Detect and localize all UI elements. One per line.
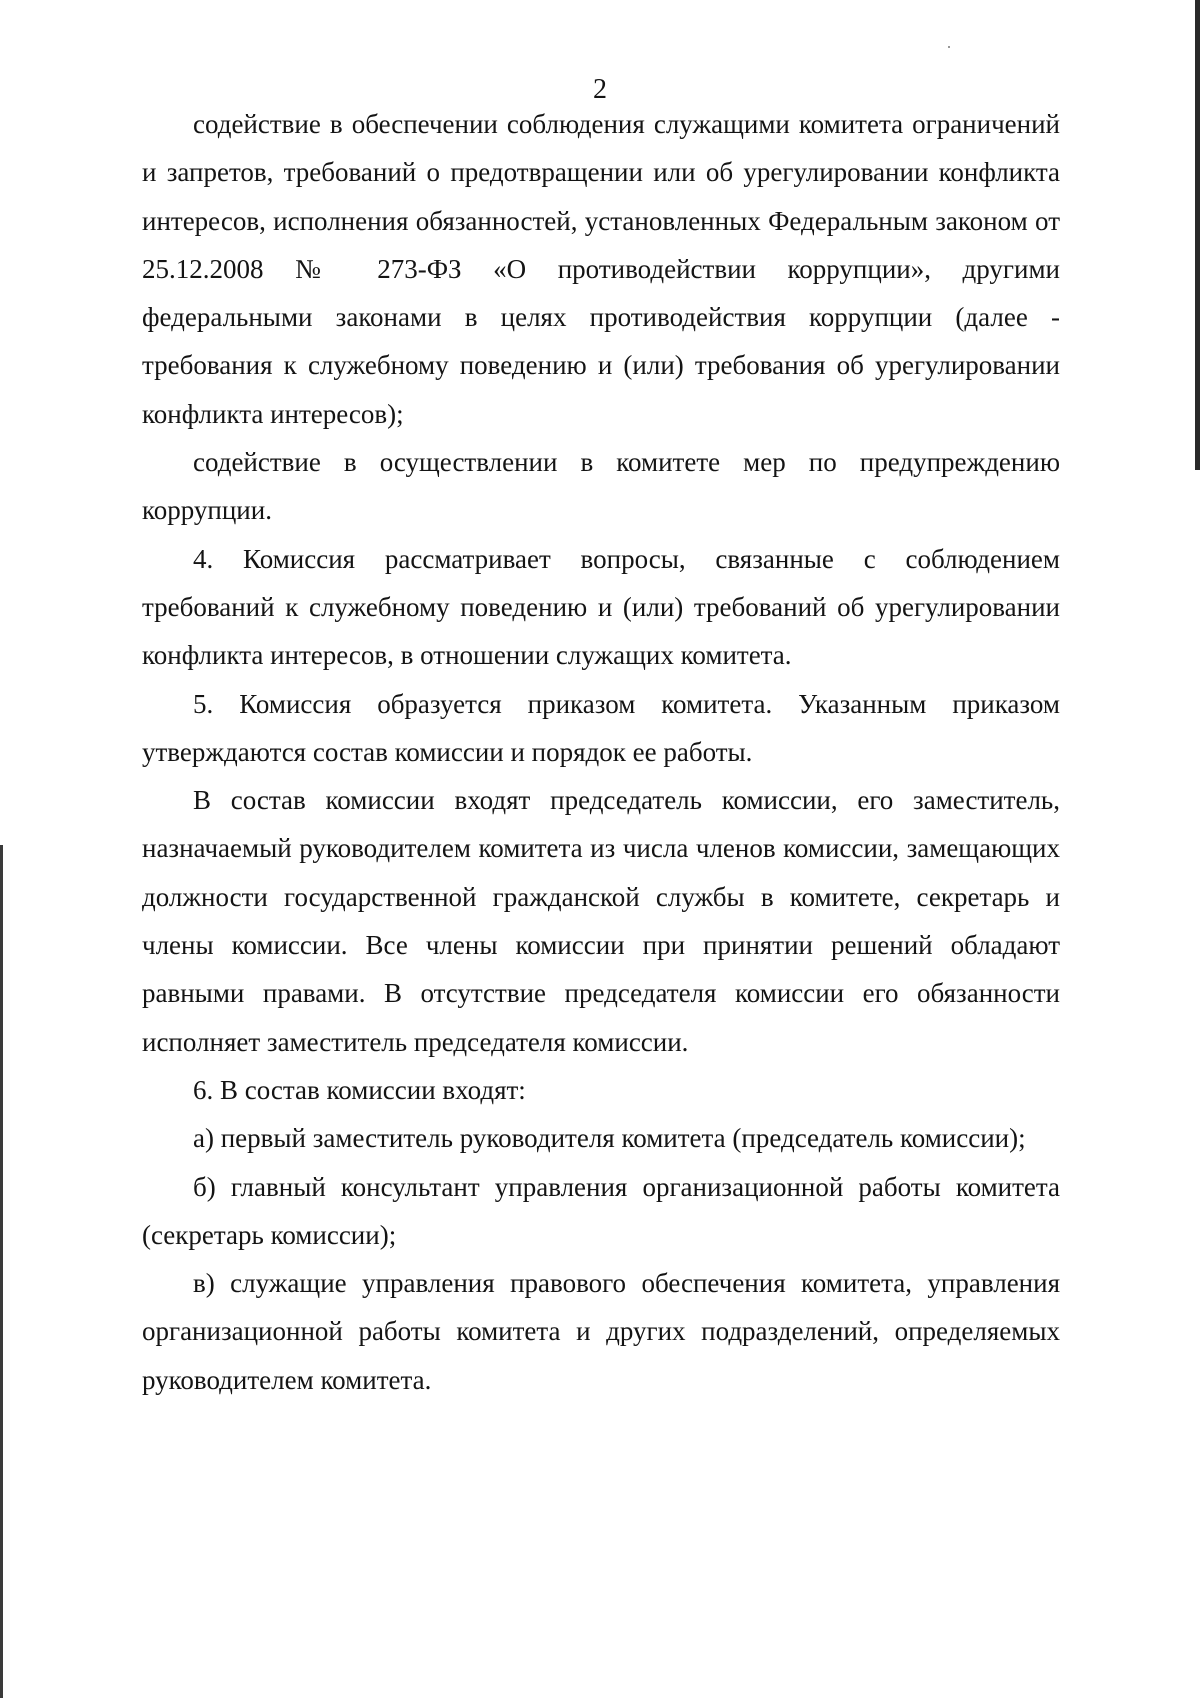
paragraph: в) служащие управления правового обеспечения комитета, управления организационной работы комитета и других подразделений, определяемых руководителем комитета. <box>142 1268 1060 1395</box>
paragraph: 5. Комиссия образуется приказом комитета. Указанным приказом утверждаются состав комиссии и порядок ее работы. <box>142 688 1060 767</box>
document-body <box>142 100 1060 1404</box>
page-number: 2 <box>593 74 607 105</box>
paragraph: 4. Комиссия рассматривает вопросы, связанные с соблюдением требований к служебному поведению и (или) требований об урегулировании конфликта интересов, в отношении служащих комитета. <box>142 543 1060 671</box>
paragraph: содействие в осуществлении в комитете мер по предупреждению коррупции. <box>142 447 1060 526</box>
paragraph: а) первый заместитель руководителя комитета (председатель комиссии); <box>193 1123 1026 1154</box>
paragraph: 6. В состав комиссии входят: <box>193 1074 526 1105</box>
paragraph: б) главный консультант управления организационной работы комитета (секретарь комиссии); <box>142 1171 1060 1250</box>
paragraph: содействие в обеспечении соблюдения служащими комитета ограничений и запретов, требований о предотвращении или об урегулировании конфликта интересов, исполнения обязанностей, установленных Федеральным законом от 25.12.2008 № 273-ФЗ «О противодействии коррупции», другими федеральными законами в целях противодействия коррупции (далее - требования к служебному поведению и (или) требования об урегулировании конфликта интересов); <box>142 109 1060 429</box>
paragraph: В состав комиссии входят председатель комиссии, его заместитель, назначаемый руководителем комитета из числа членов комиссии, замещающих должности государственной гражданской службы в комитете, секретарь и члены комиссии. Все члены комиссии при принятии решений обладают равными правами. В отсутствие председателя комиссии его обязанности исполняет заместитель председателя комиссии. <box>142 785 1060 1057</box>
scan-speck <box>948 46 950 48</box>
scan-edge-mark <box>0 845 3 1698</box>
